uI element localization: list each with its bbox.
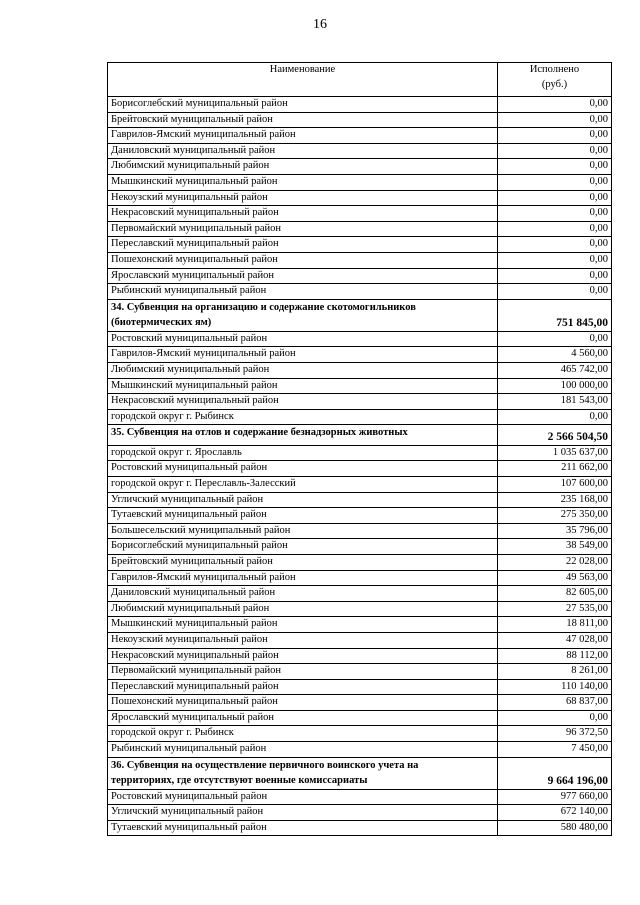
municipality-name-cell: Мышкинский муниципальный район (108, 617, 498, 633)
amount-cell: 68 837,00 (498, 695, 612, 711)
table-row (108, 617, 612, 633)
amount-cell: 977 660,00 (498, 789, 612, 805)
municipality-name-cell: Ярославский муниципальный район (108, 268, 498, 284)
municipality-name-cell: Некрасовский муниципальный район (108, 206, 498, 222)
table-row (108, 190, 612, 206)
municipality-name-cell: Даниловский муниципальный район (108, 143, 498, 159)
table-row (108, 742, 612, 758)
table-row (108, 679, 612, 695)
amount-cell: 465 742,00 (498, 362, 612, 378)
amount-cell: 0,00 (498, 159, 612, 175)
table-row (108, 508, 612, 524)
table-row (108, 394, 612, 410)
table-row (108, 632, 612, 648)
municipality-name-cell: городской округ г. Рыбинск (108, 409, 498, 425)
amount-cell: 38 549,00 (498, 539, 612, 555)
table-row (108, 805, 612, 821)
municipality-name-cell: Пошехонский муниципальный район (108, 252, 498, 268)
table-row (108, 331, 612, 347)
amount-cell: 751 845,00 (498, 299, 612, 331)
amount-cell: 580 480,00 (498, 820, 612, 836)
amount-cell: 2 566 504,50 (498, 425, 612, 446)
amount-cell: 49 563,00 (498, 570, 612, 586)
table-row (108, 237, 612, 253)
municipality-name-cell: Рыбинский муниципальный район (108, 742, 498, 758)
amount-cell: 0,00 (498, 174, 612, 190)
amount-cell: 0,00 (498, 252, 612, 268)
table-row (108, 128, 612, 144)
amount-cell: 0,00 (498, 143, 612, 159)
municipality-name-cell: Мышкинский муниципальный район (108, 378, 498, 394)
table-row (108, 206, 612, 222)
page-number: 16 (313, 17, 327, 32)
municipality-name-cell: Борисоглебский муниципальный район (108, 539, 498, 555)
amount-cell: 0,00 (498, 331, 612, 347)
column-header-executed (498, 63, 612, 97)
amount-cell: 8 261,00 (498, 664, 612, 680)
municipality-name-cell: Брейтовский муниципальный район (108, 554, 498, 570)
amount-cell: 1 035 637,00 (498, 445, 612, 461)
amount-cell: 0,00 (498, 112, 612, 128)
municipality-name-cell: Ярославский муниципальный район (108, 710, 498, 726)
amount-cell: 88 112,00 (498, 648, 612, 664)
municipality-name-cell: Гаврилов-Ямский муниципальный район (108, 570, 498, 586)
municipality-name-cell: Ростовский муниципальный район (108, 789, 498, 805)
municipality-name-cell: Ростовский муниципальный район (108, 331, 498, 347)
section-title-line: 34. Субвенция на организацию и содержание скотомогильников (111, 301, 416, 313)
table-row (108, 143, 612, 159)
table-row (108, 554, 612, 570)
municipality-name-cell: Тутаевский муниципальный район (108, 508, 498, 524)
column-header-executed-line1: Исполнено (529, 64, 580, 75)
table-header-row (108, 63, 612, 97)
amount-cell: 0,00 (498, 409, 612, 425)
amount-cell: 0,00 (498, 190, 612, 206)
municipality-name-cell: Угличский муниципальный район (108, 805, 498, 821)
municipality-name-cell: городской округ г. Рыбинск (108, 726, 498, 742)
amount-cell: 47 028,00 (498, 632, 612, 648)
municipality-name-cell: Тутаевский муниципальный район (108, 820, 498, 836)
amount-cell: 22 028,00 (498, 554, 612, 570)
municipality-name-cell: городской округ г. Переславль-Залесский (108, 476, 498, 492)
municipality-name-cell: Некрасовский муниципальный район (108, 648, 498, 664)
section-row (108, 425, 612, 446)
table-row (108, 710, 612, 726)
amount-cell: 7 450,00 (498, 742, 612, 758)
amount-cell: 181 543,00 (498, 394, 612, 410)
section-row (108, 299, 612, 331)
municipality-name-cell: Некоузский муниципальный район (108, 190, 498, 206)
amount-cell: 275 350,00 (498, 508, 612, 524)
amount-cell: 82 605,00 (498, 586, 612, 602)
municipality-name-cell: Некоузский муниципальный район (108, 632, 498, 648)
municipality-name-cell: Ростовский муниципальный район (108, 461, 498, 477)
municipality-name-cell: городской округ г. Ярославль (108, 445, 498, 461)
municipality-name-cell: Любимский муниципальный район (108, 362, 498, 378)
table-row (108, 695, 612, 711)
section-title-line: 35. Субвенция на отлов и содержание безнадзорных животных (111, 427, 408, 439)
amount-cell: 0,00 (498, 237, 612, 253)
table-row (108, 789, 612, 805)
amount-cell: 107 600,00 (498, 476, 612, 492)
municipality-name-cell: Первомайский муниципальный район (108, 664, 498, 680)
amount-cell: 235 168,00 (498, 492, 612, 508)
municipality-name-cell: Угличский муниципальный район (108, 492, 498, 508)
table-row (108, 445, 612, 461)
section-row (108, 757, 612, 789)
table-row (108, 378, 612, 394)
section-title-cell (108, 425, 498, 446)
table-body (108, 97, 612, 836)
table-row (108, 174, 612, 190)
table-row (108, 539, 612, 555)
section-title-cell (108, 299, 498, 331)
table-row (108, 820, 612, 836)
table-row (108, 648, 612, 664)
section-title-cell (108, 757, 498, 789)
table-row (108, 664, 612, 680)
table-row (108, 409, 612, 425)
municipality-name-cell: Гаврилов-Ямский муниципальный район (108, 347, 498, 363)
table-row (108, 268, 612, 284)
municipality-name-cell: Рыбинский муниципальный район (108, 284, 498, 300)
amount-cell: 96 372,50 (498, 726, 612, 742)
municipality-name-cell: Переславский муниципальный район (108, 679, 498, 695)
table-row (108, 726, 612, 742)
table-row (108, 586, 612, 602)
amount-cell: 4 560,00 (498, 347, 612, 363)
municipality-name-cell: Гаврилов-Ямский муниципальный район (108, 128, 498, 144)
table-row (108, 523, 612, 539)
table-row (108, 570, 612, 586)
municipality-name-cell: Любимский муниципальный район (108, 601, 498, 617)
table-row (108, 461, 612, 477)
municipality-name-cell: Большесельский муниципальный район (108, 523, 498, 539)
table-row (108, 159, 612, 175)
amount-cell: 0,00 (498, 710, 612, 726)
amount-cell: 100 000,00 (498, 378, 612, 394)
amount-cell: 0,00 (498, 284, 612, 300)
amount-cell: 0,00 (498, 128, 612, 144)
amount-cell: 0,00 (498, 97, 612, 113)
table-row (108, 476, 612, 492)
municipality-name-cell: Брейтовский муниципальный район (108, 112, 498, 128)
amount-cell: 672 140,00 (498, 805, 612, 821)
section-title-line: (биотермических ям) (111, 317, 212, 329)
municipality-name-cell: Первомайский муниципальный район (108, 221, 498, 237)
amount-cell: 35 796,00 (498, 523, 612, 539)
municipality-name-cell: Любимский муниципальный район (108, 159, 498, 175)
table-row (108, 284, 612, 300)
section-title-line: территориях, где отсутствуют военные комиссариаты (111, 775, 368, 787)
section-title-line: 36. Субвенция на осуществление первичного воинского учета на (111, 759, 419, 771)
amount-cell: 0,00 (498, 268, 612, 284)
amount-cell: 27 535,00 (498, 601, 612, 617)
amount-cell: 110 140,00 (498, 679, 612, 695)
amount-cell: 211 662,00 (498, 461, 612, 477)
municipality-name-cell: Даниловский муниципальный район (108, 586, 498, 602)
municipality-name-cell: Пошехонский муниципальный район (108, 695, 498, 711)
table-row (108, 112, 612, 128)
table-row (108, 601, 612, 617)
table-row (108, 97, 612, 113)
table-row (108, 221, 612, 237)
table-row (108, 347, 612, 363)
municipality-name-cell: Борисоглебский муниципальный район (108, 97, 498, 113)
column-header-executed-line2: (руб.) (541, 78, 568, 90)
amount-cell: 0,00 (498, 206, 612, 222)
municipality-name-cell: Переславский муниципальный район (108, 237, 498, 253)
municipality-name-cell: Мышкинский муниципальный район (108, 174, 498, 190)
amount-cell: 18 811,00 (498, 617, 612, 633)
table-row (108, 492, 612, 508)
table-row (108, 362, 612, 378)
column-header-name: Наименование (108, 63, 498, 97)
amount-cell: 9 664 196,00 (498, 757, 612, 789)
table-row (108, 252, 612, 268)
municipality-name-cell: Некрасовский муниципальный район (108, 394, 498, 410)
amount-cell: 0,00 (498, 221, 612, 237)
budget-table (107, 62, 612, 836)
